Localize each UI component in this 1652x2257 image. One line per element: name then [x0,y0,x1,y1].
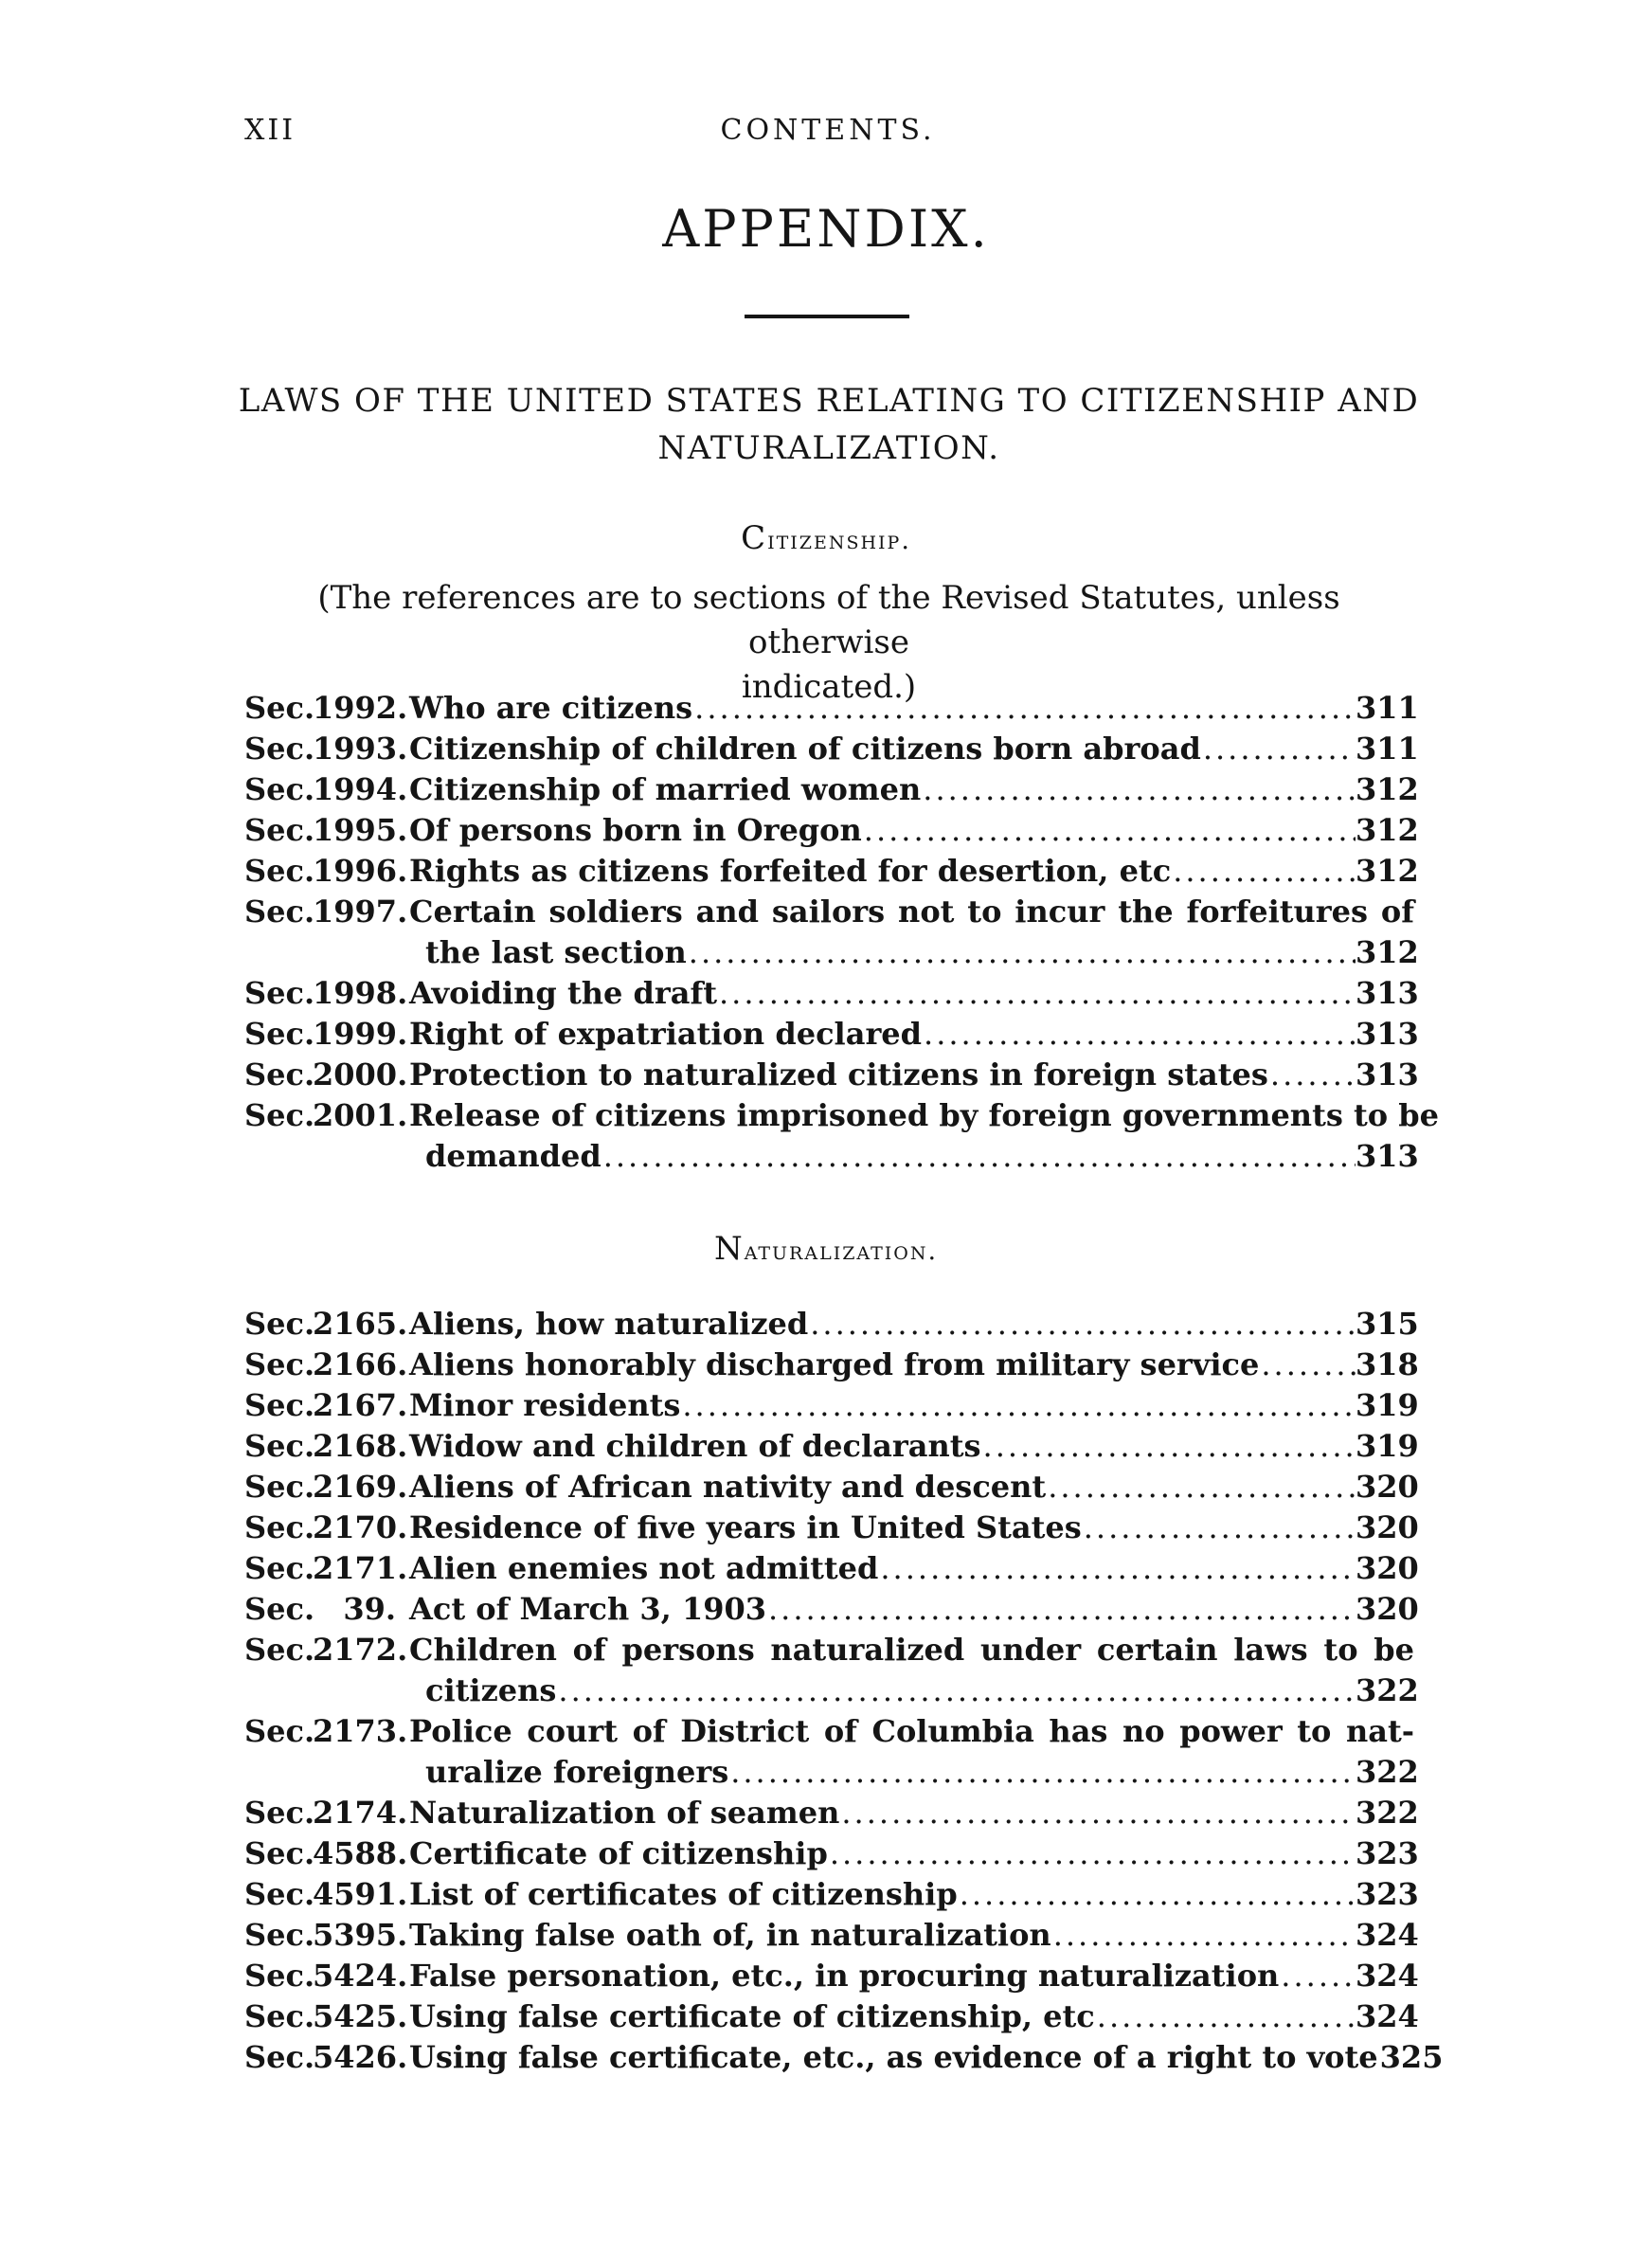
toc-entry-line [244,1591,1419,1632]
dot-leader [921,771,1356,807]
citizenship-toc [244,690,1439,1179]
page-reference: 324 [1356,1958,1419,1994]
toc-entry-line [244,2039,1444,2080]
main-heading [237,377,1421,472]
section-number: 2168. [313,1428,408,1464]
page-reference: 311 [1356,731,1419,767]
toc-entry [244,771,1419,812]
entry-title: Police court of District of Columbia has no power to nat- [409,1713,1414,1749]
dot-leader [1051,1917,1356,1953]
entry-title: Protection to naturalized citizens in foreign states [409,1056,1268,1092]
page-reference: 319 [1356,1428,1419,1464]
toc-entry [244,1958,1419,1998]
entry-title: Children of persons naturalized under certain laws to be [409,1632,1414,1668]
dot-leader [981,1428,1356,1464]
page-reference: 324 [1356,1917,1419,1953]
toc-entry-line [244,1056,1419,1097]
toc-entry [244,1795,1419,1835]
section-label: Sec. [244,731,315,767]
toc-entry-line [244,812,1419,853]
section-label: Sec. [244,1509,315,1545]
toc-entry-line [244,1632,1414,1672]
page-number: XII [244,114,296,147]
page-reference: 313 [1356,1056,1419,1092]
toc-entry-line [244,1998,1419,2039]
page-reference: 322 [1356,1795,1419,1831]
references-note-line2: indicated.) [741,668,917,706]
section-number: 2167. [313,1387,408,1423]
main-heading-line1: LAWS OF THE UNITED STATES RELATING TO CITIZENSHIP AND [238,382,1420,420]
page-reference: 313 [1356,975,1419,1011]
dot-leader [728,1754,1356,1790]
dot-leader [828,1835,1356,1871]
entry-title: Right of expatriation declared [409,1016,923,1052]
page-reference: 312 [1356,812,1419,848]
section-label: Sec. [244,1469,315,1505]
section-number: 5395. [313,1917,408,1953]
toc-entry [244,1713,1419,1795]
dot-leader [1171,853,1356,889]
toc-entry [244,731,1419,771]
toc-entry [244,853,1419,894]
section-label: Sec. [244,1387,315,1423]
toc-entry-line [244,1795,1419,1835]
section-label: Sec. [244,1346,315,1382]
toc-entry-line [244,1754,1419,1795]
page-reference: 320 [1356,1550,1419,1586]
page-reference: 322 [1356,1672,1419,1708]
toc-entry [244,1632,1419,1713]
entry-title-continued: demanded [425,1138,602,1174]
section-number: 1995. [313,812,408,848]
toc-entry [244,1469,1419,1509]
toc-entry [244,1346,1419,1387]
page-reference: 315 [1356,1306,1419,1342]
page-reference: 312 [1356,934,1419,970]
entry-title: Rights as citizens forfeited for desertion, etc [409,853,1172,889]
entry-title-continued: citizens [425,1672,557,1708]
toc-entry-line [244,975,1419,1016]
section-label: Sec. [244,1876,315,1912]
dot-leader [717,975,1356,1011]
dot-leader [958,1876,1356,1912]
section-label: Sec. [244,2039,315,2075]
dot-leader [680,1387,1356,1423]
toc-entry [244,1591,1419,1632]
dot-leader [1259,1346,1356,1382]
section-number: 2166. [313,1346,408,1382]
section-label: Sec. [244,1795,315,1831]
naturalization-toc [244,1306,1444,2080]
dot-leader [1046,1469,1356,1505]
section-number: 5425. [313,1998,408,2034]
section-number: 39. [343,1591,396,1627]
dot-leader [556,1672,1356,1708]
toc-entry [244,1998,1419,2039]
toc-entry-line [244,690,1419,731]
toc-entry [244,1387,1419,1428]
section-number: 1996. [313,853,408,889]
entry-title: Certificate of citizenship [409,1835,828,1871]
toc-entry [244,894,1419,975]
entry-title: Act of March 3, 1903 [409,1591,766,1627]
toc-entry [244,1509,1419,1550]
toc-entry-line [244,1876,1419,1917]
citizenship-heading-cap: C [741,519,768,557]
toc-entry-line [244,1469,1419,1509]
section-label: Sec. [244,894,315,930]
dot-leader [1268,1056,1356,1092]
naturalization-heading-rest: aturalization. [744,1237,939,1266]
page-reference: 313 [1356,1138,1419,1174]
entry-title: Release of citizens imprisoned by foreign governments to be [409,1097,1439,1133]
section-label: Sec. [244,1713,315,1749]
toc-entry-line [244,1346,1419,1387]
toc-entry-line [244,934,1419,975]
page-reference: 320 [1356,1591,1419,1627]
section-label: Sec. [244,1550,315,1586]
toc-entry-line [244,1550,1419,1591]
section-number: 5424. [313,1958,408,1994]
entry-title: Certain soldiers and sailors not to incur the forfeitures of [409,894,1414,930]
page-reference: 325 [1379,2039,1444,2075]
entry-title: Aliens of African nativity and descent [409,1469,1047,1505]
toc-entry [244,1917,1419,1958]
page-reference: 323 [1356,1835,1419,1871]
toc-entry-line [244,1138,1419,1179]
section-number: 4591. [313,1876,408,1912]
naturalization-heading [0,1230,1652,1268]
toc-entry [244,1876,1419,1917]
toc-entry [244,1835,1419,1876]
toc-entry [244,975,1419,1016]
entry-title: Who are citizens [409,690,693,726]
section-number: 2174. [313,1795,408,1831]
section-number: 2173. [313,1713,408,1749]
entry-title: Widow and children of declarants [409,1428,981,1464]
entry-title: False personation, etc., in procuring naturalization [409,1958,1280,1994]
running-head: CONTENTS. [720,114,936,147]
toc-entry-line [244,1306,1419,1346]
entry-title: Aliens, how naturalized [409,1306,809,1342]
toc-entry-line [244,1097,1439,1138]
toc-entry [244,1550,1419,1591]
section-number: 1994. [313,771,408,807]
toc-entry [244,1306,1419,1346]
page-reference: 312 [1356,771,1419,807]
dot-leader [602,1138,1356,1174]
section-label: Sec. [244,812,315,848]
dot-leader [692,690,1356,726]
section-number: 4588. [313,1835,408,1871]
section-label: Sec. [244,1056,315,1092]
entry-title: Naturalization of seamen [409,1795,840,1831]
toc-entry-line [244,731,1419,771]
entry-title: Residence of five years in United States [409,1509,1082,1545]
entry-title: Avoiding the draft [409,975,717,1011]
section-number: 1998. [313,975,408,1011]
page-reference: 324 [1356,1998,1419,2034]
toc-entry-line [244,1958,1419,1998]
section-label: Sec. [244,1097,315,1133]
dot-leader [1279,1958,1356,1994]
appendix-title: APPENDIX. [662,199,990,259]
section-number: 1992. [313,690,408,726]
entry-title: Minor residents [409,1387,681,1423]
section-label: Sec. [244,1958,315,1994]
section-number: 5426. [313,2039,408,2075]
toc-entry-line [244,1428,1419,1469]
section-label: Sec. [244,690,315,726]
toc-entry [244,812,1419,853]
page-reference: 320 [1356,1509,1419,1545]
toc-entry [244,2039,1444,2080]
page-reference: 318 [1356,1346,1419,1382]
toc-entry-line [244,1509,1419,1550]
section-label: Sec. [244,853,315,889]
toc-entry-line [244,853,1419,894]
dot-leader [862,812,1356,848]
toc-entry-line [244,1713,1414,1754]
dot-leader [687,934,1356,970]
section-label: Sec. [244,975,315,1011]
toc-entry [244,1097,1439,1179]
section-label: Sec. [244,1428,315,1464]
entry-title: Citizenship of children of citizens born abroad [409,731,1201,767]
citizenship-heading-rest: itizenship. [767,526,911,555]
dot-leader [1201,731,1356,767]
dot-leader [878,1550,1356,1586]
section-label: Sec. [244,1016,315,1052]
section-number: 2165. [313,1306,408,1342]
section-label: Sec. [244,1591,315,1627]
section-label: Sec. [244,771,315,807]
entry-title: Of persons born in Oregon [409,812,862,848]
toc-entry-line [244,1672,1419,1713]
page-reference: 311 [1356,690,1419,726]
toc-entry [244,1056,1419,1097]
section-label: Sec. [244,1632,315,1668]
section-number: 1999. [313,1016,408,1052]
entry-title: Citizenship of married women [409,771,922,807]
page-reference: 313 [1356,1016,1419,1052]
toc-entry [244,690,1419,731]
entry-title: Using false certificate of citizenship, etc [409,1998,1095,2034]
section-number: 2169. [313,1469,408,1505]
section-number: 2001. [313,1097,408,1133]
toc-entry-line [244,1387,1419,1428]
dot-leader [808,1306,1356,1342]
section-label: Sec. [244,1917,315,1953]
section-number: 1997. [313,894,408,930]
toc-entry-line [244,1016,1419,1056]
section-number: 2170. [313,1509,408,1545]
dot-leader [1095,1998,1356,2034]
section-number: 1993. [313,731,408,767]
dot-leader [839,1795,1356,1831]
page-reference: 323 [1356,1876,1419,1912]
entry-title: Aliens honorably discharged from military service [409,1346,1260,1382]
main-heading-line2: NATURALIZATION. [657,429,1000,467]
section-number: 2000. [313,1056,408,1092]
toc-entry-line [244,1835,1419,1876]
entry-title: Taking false oath of, in naturalization [409,1917,1051,1953]
dot-leader [766,1591,1356,1627]
page-header [244,114,1411,161]
section-number: 2171. [313,1550,408,1586]
naturalization-heading-cap: N [713,1230,745,1268]
title-rule [745,315,909,318]
toc-entry-line [244,1917,1419,1958]
page-reference: 312 [1356,853,1419,889]
dot-leader [1082,1509,1356,1545]
toc-entry [244,1428,1419,1469]
section-label: Sec. [244,1835,315,1871]
toc-entry [244,1016,1419,1056]
section-label: Sec. [244,1998,315,2034]
entry-title-continued: the last section [425,934,687,970]
entry-title-continued: uralize foreigners [425,1754,729,1790]
dot-leader [922,1016,1356,1052]
entry-title: List of certificates of citizenship [409,1876,958,1912]
page-reference: 322 [1356,1754,1419,1790]
citizenship-heading [0,519,1652,557]
page-reference: 319 [1356,1387,1419,1423]
section-label: Sec. [244,1306,315,1342]
toc-entry-line [244,771,1419,812]
page-reference: 320 [1356,1469,1419,1505]
toc-entry-line [244,894,1414,934]
section-number: 2172. [313,1632,408,1668]
references-note-line1: (The references are to sections of the Revised Statutes, unless otherwise [317,579,1340,661]
entry-title: Using false certificate, etc., as evidence of a right to vote [409,2039,1378,2075]
entry-title: Alien enemies not admitted [409,1550,879,1586]
